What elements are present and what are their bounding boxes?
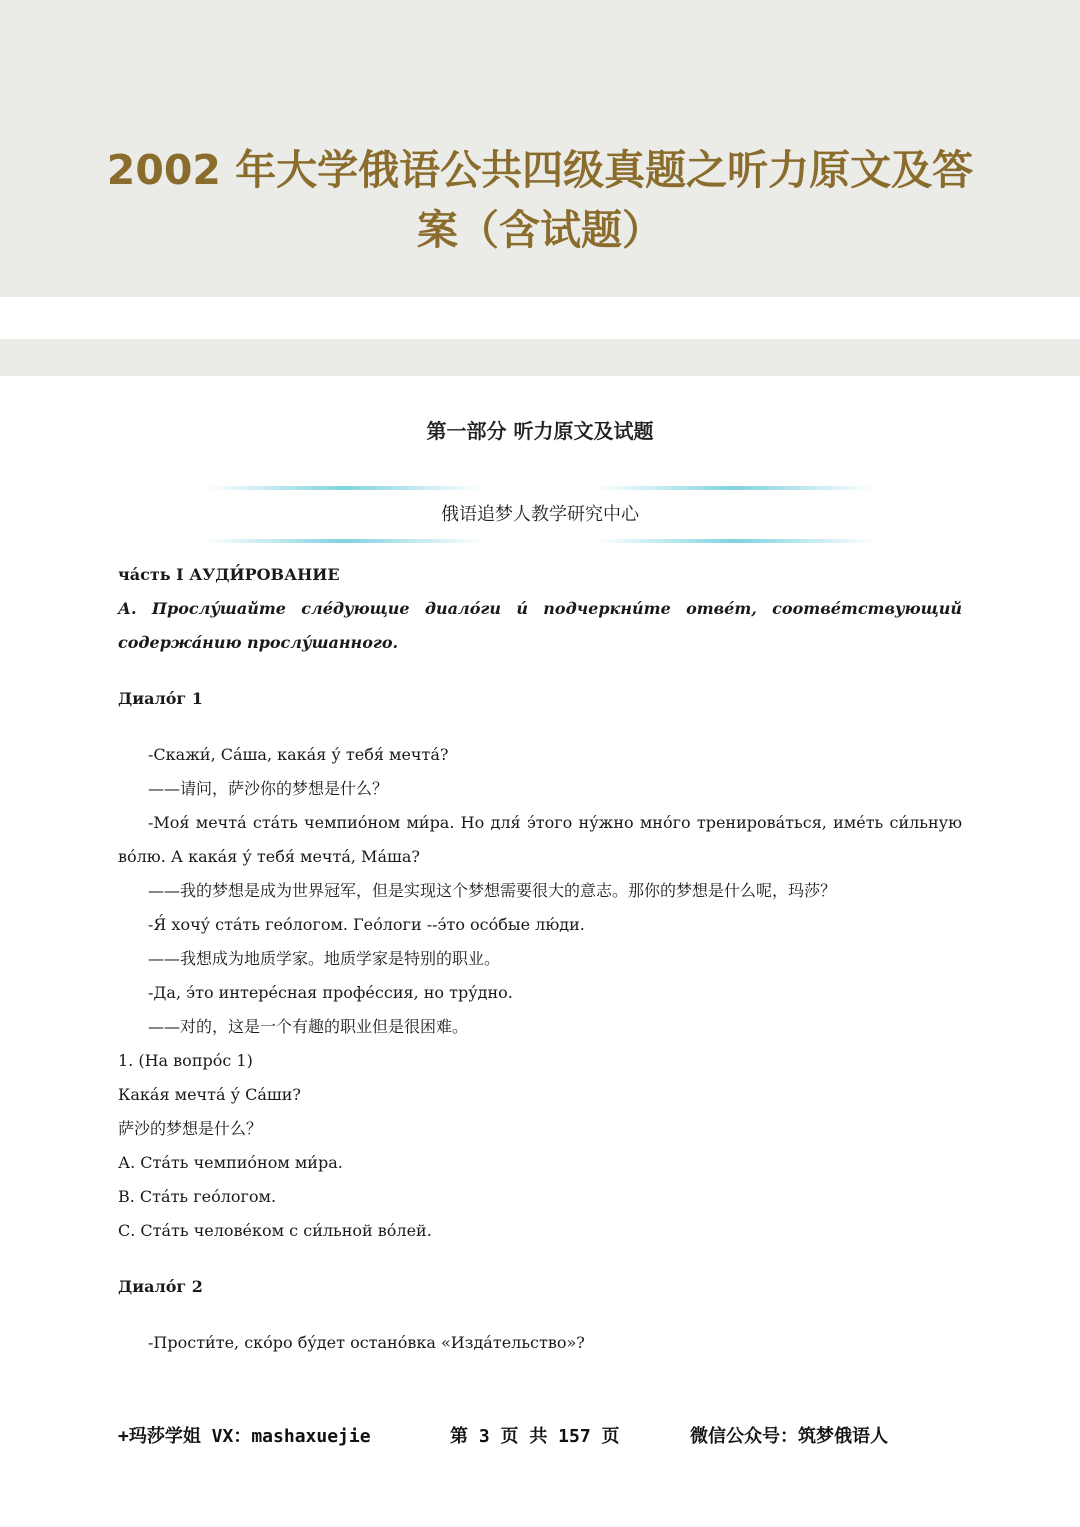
dialog-2-title: Диало́г 2: [118, 1277, 203, 1296]
content-body: [118, 558, 962, 1360]
footer-wechat: 微信公众号：筑梦俄语人: [690, 1426, 888, 1447]
dialog-1-line: -Моя́ мечта́ ста́ть чемпио́ном ми́ра. Но для́ э́того ну́жно мно́го тренирова́ться, име́ть си́льную во́лю. А кака́я у́ тебя́ мечта́, Ма́ша?: [118, 813, 962, 866]
title-line-2: 案（含试题）: [417, 206, 663, 254]
center-name: 俄语追梦人教学研究中心: [441, 504, 639, 525]
answer-option: В. Ста́ть гео́логом.: [118, 1187, 277, 1206]
decorative-line-top-left: [205, 486, 483, 490]
decorative-line-bottom-right: [595, 539, 875, 543]
footer-contact: +玛莎学姐 VX：mashaxuejie: [118, 1426, 371, 1447]
page-number: 第 3 页 共 157 页: [450, 1426, 620, 1447]
dialog-1-line: -Я́ хочу́ ста́ть гео́логом. Гео́логи --э́то осо́бые лю́ди.: [148, 915, 585, 934]
document-title: [60, 140, 1020, 260]
dialog-1-line: -Скажи́, Са́ша, кака́я у́ тебя́ мечта́?: [148, 745, 449, 764]
answer-option: С. Ста́ть челове́ком с си́льной во́лей.: [118, 1221, 432, 1240]
dialog-1-title: Диало́г 1: [118, 689, 203, 708]
instruction: А. Прослу́шайте сле́дующие диало́ги и́ подчеркни́те отве́т, соотве́тствующий содержа́нию прослу́шанного.: [118, 599, 962, 652]
section-title: 第一部分 听力原文及试题: [426, 419, 654, 443]
dialog-1-line: ——对的，这是一个有趣的职业但是很困难。: [148, 1017, 469, 1036]
decorative-line-bottom-left: [205, 539, 483, 543]
decorative-line-top-right: [595, 486, 875, 490]
part-title: ча́сть I АУДИ́РОВАНИЕ: [118, 565, 340, 584]
page-footer: [118, 1421, 962, 1453]
dialog-1-line: ——我想成为地质学家。地质学家是特别的职业。: [148, 949, 501, 968]
question-label: 1. (На вопро́с 1): [118, 1051, 253, 1070]
dialog-2-line: -Прости́те, ско́ро бу́дет остано́вка «Изда́тельство»?: [148, 1333, 585, 1352]
title-line-1: 2002 年大学俄语公共四级真题之听力原文及答: [106, 146, 974, 194]
dialog-1-line: ——请问，萨沙你的梦想是什么？: [148, 779, 389, 798]
question-ru: Кака́я мечта́ у́ Са́ши?: [118, 1085, 302, 1104]
dialog-1-line: -Да, э́то интере́сная профе́ссия, но тру́дно.: [148, 983, 513, 1002]
dialog-1-line: ——我的梦想是成为世界冠军，但是实现这个梦想需要很大的意志。那你的梦想是什么呢，玛莎？: [148, 881, 837, 900]
question-zh: 萨沙的梦想是什么？: [118, 1119, 263, 1138]
answer-option: А. Ста́ть чемпио́ном ми́ра.: [118, 1153, 343, 1172]
sub-band: [0, 339, 1080, 376]
